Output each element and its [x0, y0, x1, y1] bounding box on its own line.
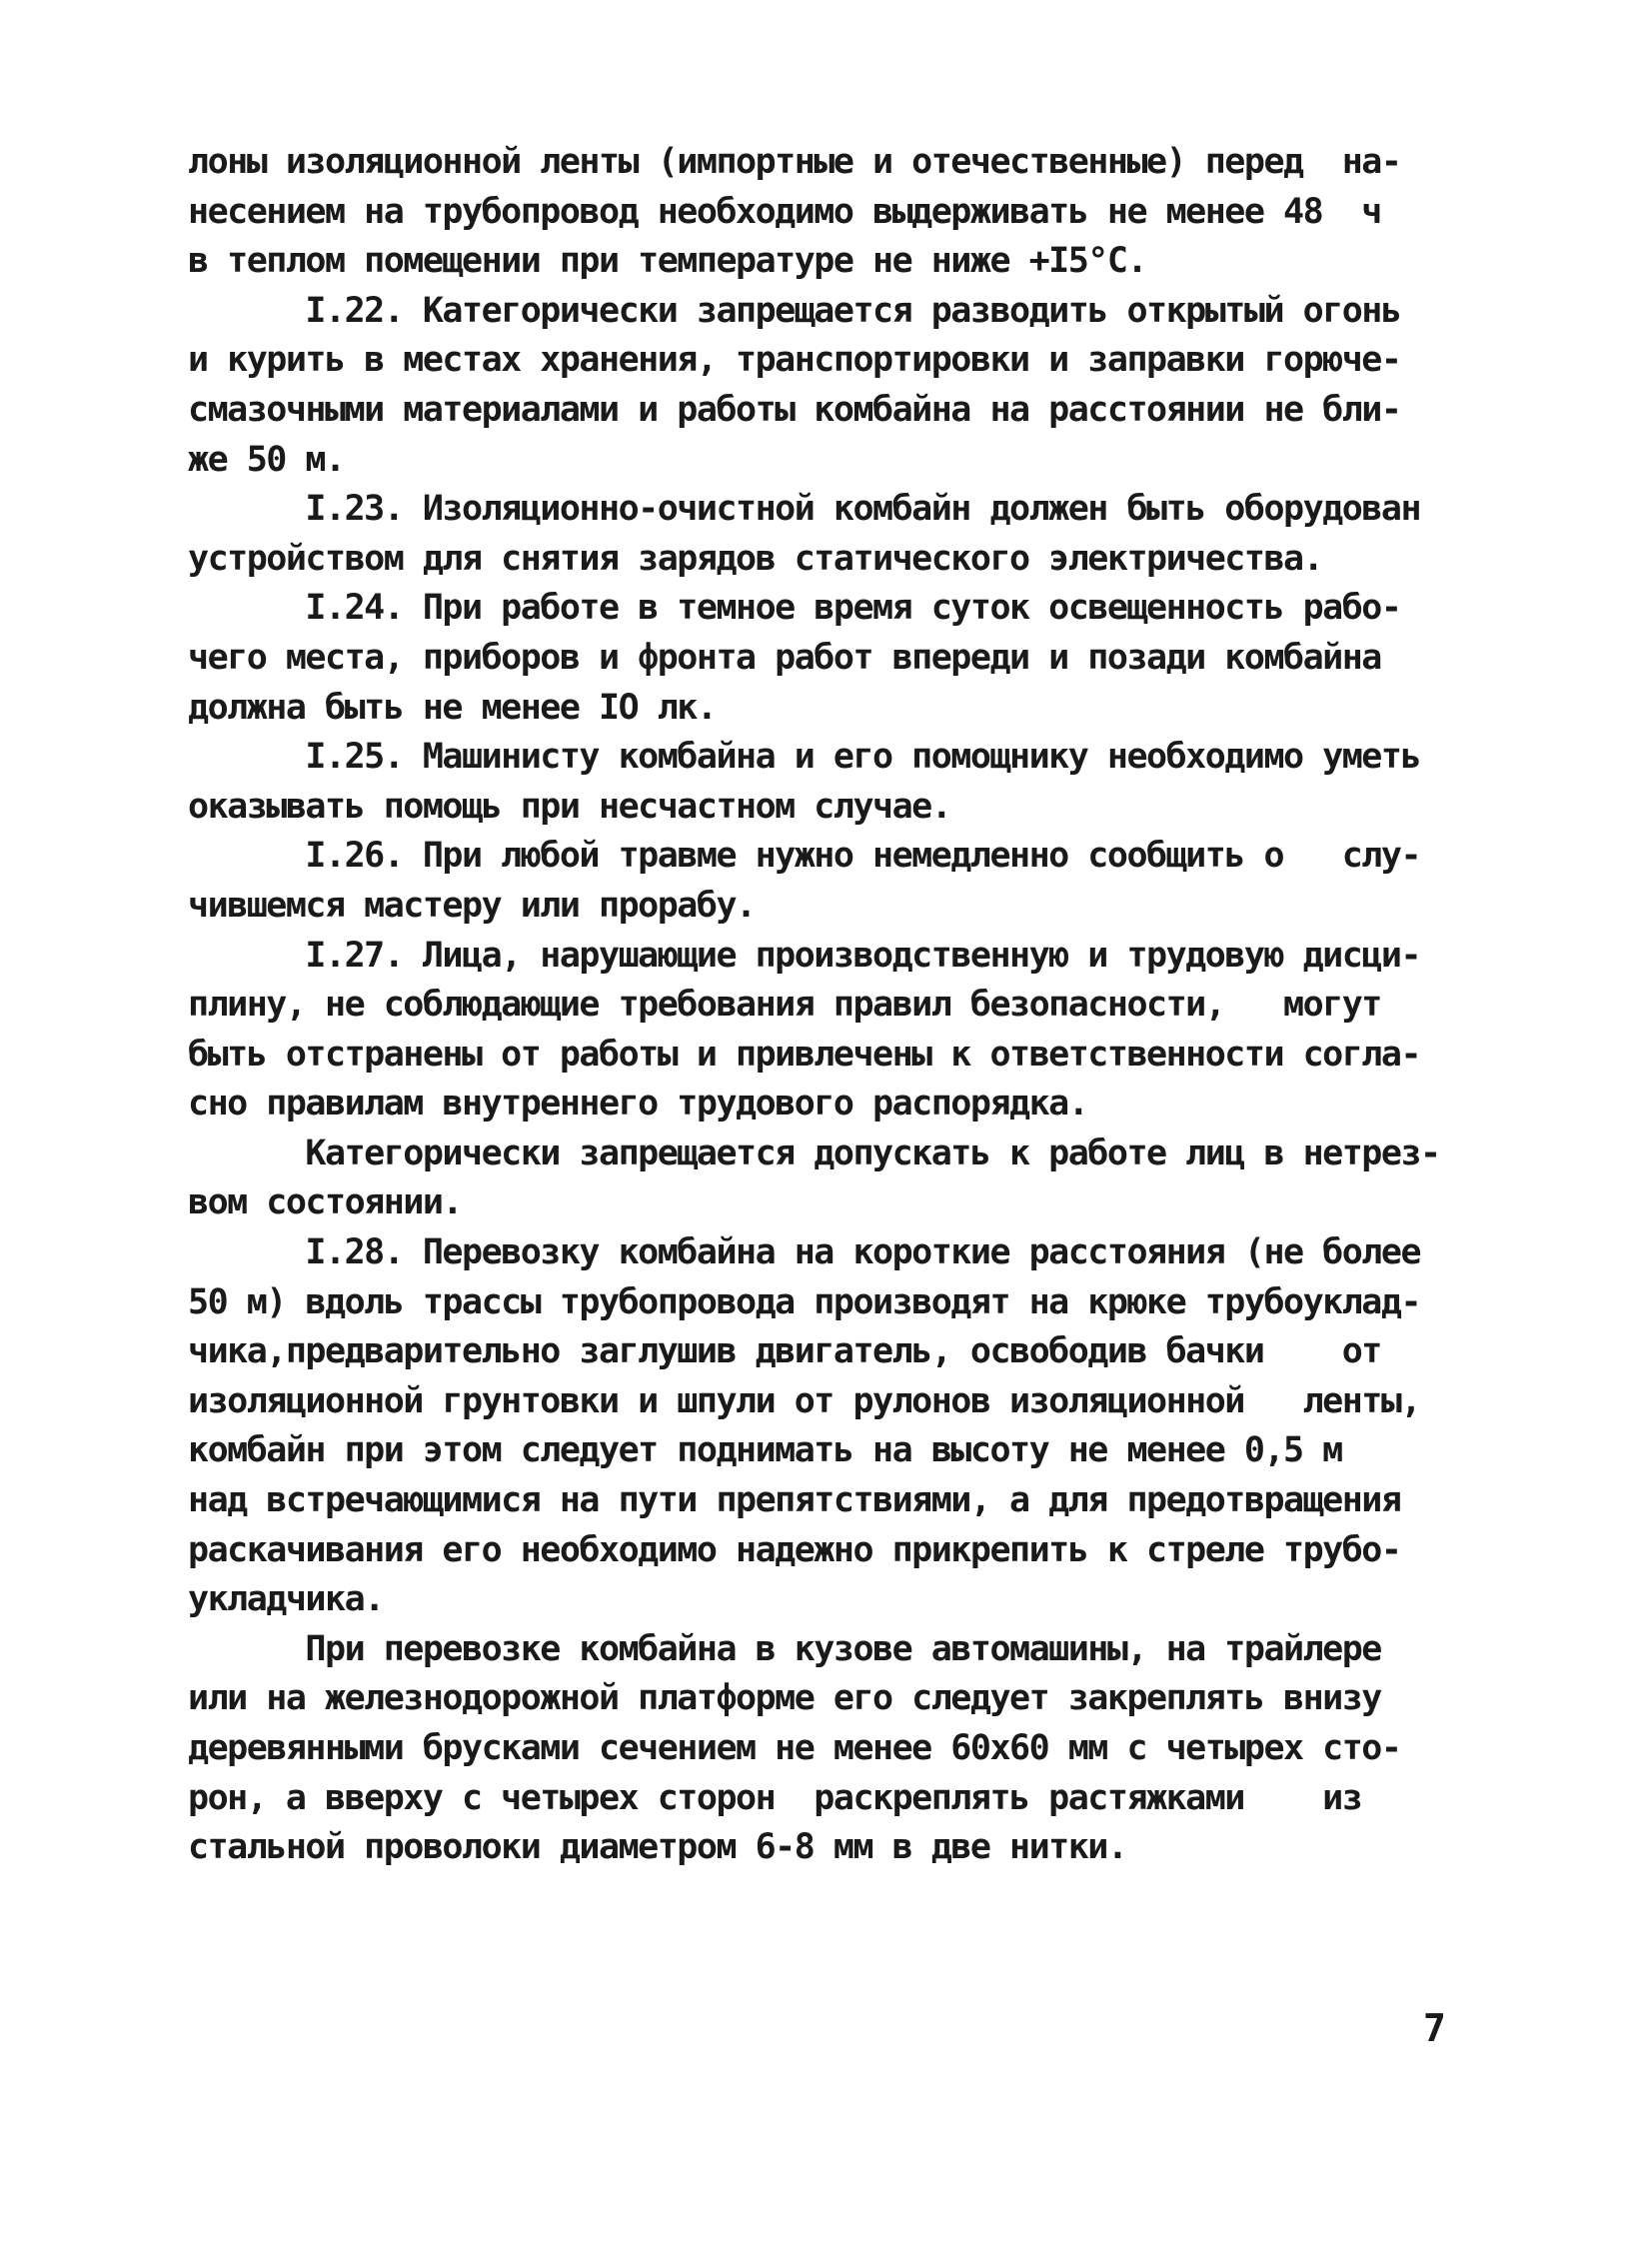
- text-line: сно правилам внутреннего трудового распорядка.: [188, 1084, 1088, 1124]
- text-line: плину, не соблюдающие требования правил безопасности, могут: [188, 985, 1381, 1026]
- text-line: I.26. При любой травме нужно немедленно сообщить о слу-: [188, 836, 1421, 877]
- text-line: комбайн при этом следует поднимать на высоту не менее 0,5 м: [188, 1430, 1342, 1471]
- text-line: При перевозке комбайна в кузове автомашины, на трайлере: [188, 1628, 1381, 1669]
- text-line: I.22. Категорически запрещается разводить открытый огонь: [188, 290, 1401, 331]
- text-line: чика,предварительно заглушив двигатель, освободив бачки от: [188, 1331, 1381, 1372]
- text-line: лоны изоляционной ленты (импортные и отечественные) перед на-: [188, 142, 1401, 182]
- text-line: 50 м) вдоль трассы трубопровода производят на крюке трубоуклад-: [188, 1281, 1421, 1322]
- page-number: 7: [1423, 2006, 1446, 2050]
- body-text: [188, 138, 1487, 1873]
- text-line: несением на трубопровод необходимо выдерживать не менее 48 ч: [188, 191, 1381, 232]
- text-line: рон, а вверху с четырех сторон раскреплять растяжками из: [188, 1777, 1362, 1818]
- text-line: быть отстранены от работы и привлечены к ответственности согла-: [188, 1034, 1421, 1075]
- text-line: I.27. Лица, нарушающие производственную и трудовую дисци-: [188, 935, 1421, 976]
- text-line: укладчика.: [188, 1579, 384, 1620]
- text-line: вом состоянии.: [188, 1182, 463, 1223]
- text-line: же 50 м.: [188, 439, 345, 480]
- text-line: и курить в местах хранения, транспортировки и заправки горюче-: [188, 340, 1401, 381]
- text-line: чившемся мастеру или прорабу.: [188, 885, 756, 926]
- text-line: чего места, приборов и фронта работ впереди и позади комбайна: [188, 637, 1381, 678]
- text-line: должна быть не менее IO лк.: [188, 687, 717, 728]
- text-line: устройством для снятия зарядов статического электричества.: [188, 538, 1323, 579]
- text-line: стальной проволоки диаметром 6-8 мм в две нитки.: [188, 1827, 1127, 1868]
- text-line: смазочными материалами и работы комбайна на расстоянии не бли-: [188, 389, 1401, 430]
- text-line: I.25. Машинисту комбайна и его помощнику необходимо уметь: [188, 737, 1421, 778]
- text-line: или на железнодорожной платформе его следует закреплять внизу: [188, 1678, 1381, 1719]
- text-line: раскачивания его необходимо надежно прикрепить к стреле трубо-: [188, 1529, 1401, 1570]
- text-line: оказывать помощь при несчастном случае.: [188, 786, 951, 827]
- text-line: I.23. Изоляционно-очистной комбайн должен быть оборудован: [188, 489, 1421, 530]
- text-line: в теплом помещении при температуре не ниже +I5°C.: [188, 241, 1147, 282]
- text-line: I.28. Перевозку комбайна на короткие расстояния (не более: [188, 1232, 1421, 1273]
- text-line: I.24. При работе в темное время суток освещенность рабо-: [188, 588, 1401, 629]
- text-line: изоляционной грунтовки и шпули от рулонов изоляционной ленты,: [188, 1380, 1421, 1421]
- text-line: над встречающимися на пути препятствиями, а для предотвращения: [188, 1480, 1401, 1521]
- text-line: деревянными брусками сечением не менее 60х60 мм с четырех сто-: [188, 1728, 1401, 1768]
- text-line: Категорически запрещается допускать к работе лиц в нетрез-: [188, 1132, 1440, 1173]
